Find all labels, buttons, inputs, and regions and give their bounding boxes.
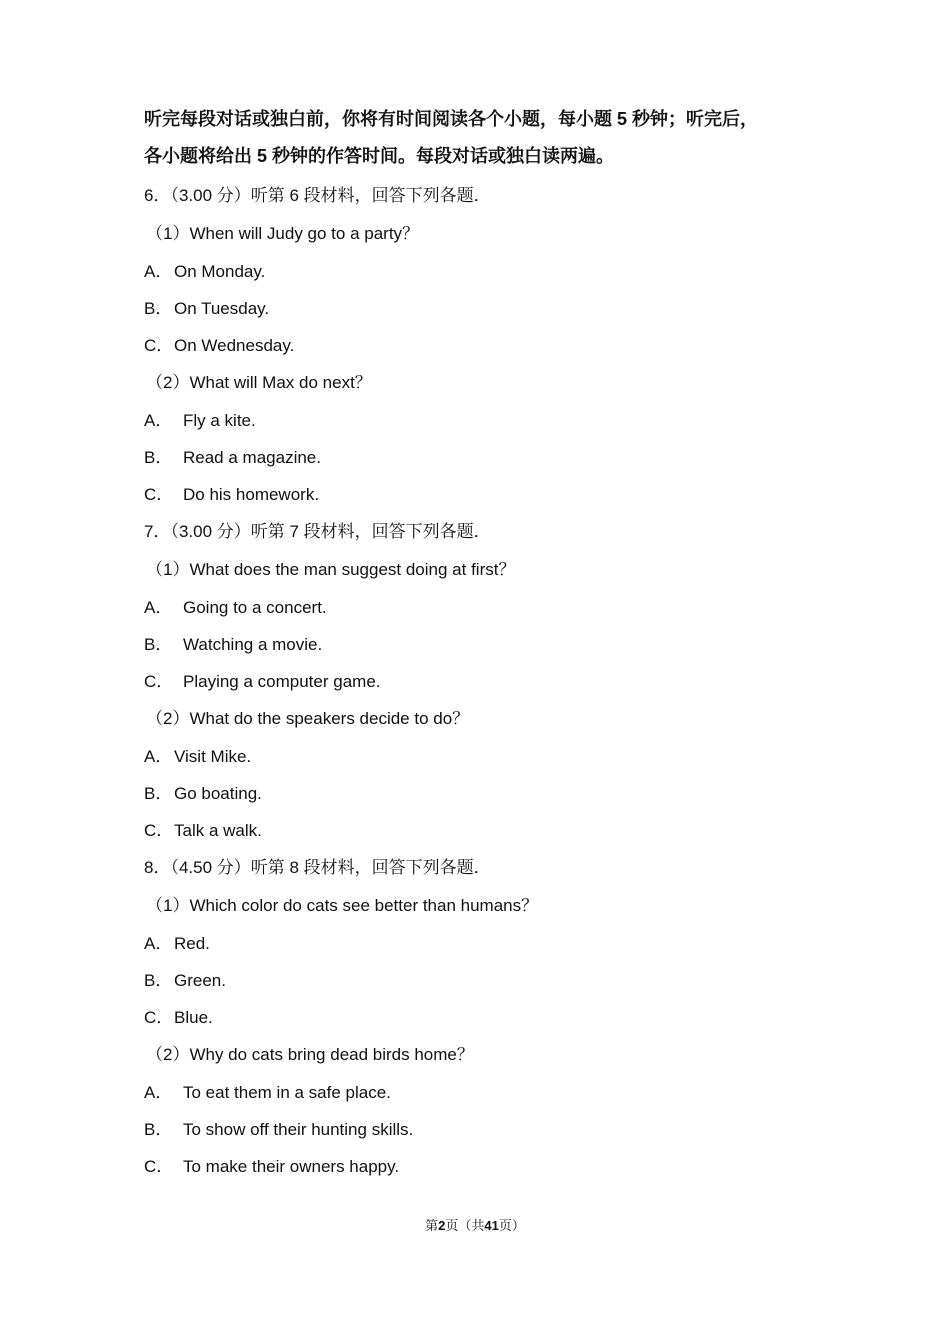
question-7-header: 7．（3.00 分）听第 7 段材料，回答下列各题． — [144, 522, 491, 541]
question-6-header: 6．（3.00 分）听第 6 段材料，回答下列各题． — [144, 186, 491, 205]
question-6-1-stem: （1）When will Judy go to a party？ — [146, 224, 420, 243]
question-8-2-option-c: C． To make their owners happy. — [144, 1157, 400, 1176]
question-6-2-option-b: B． Read a magazine. — [144, 448, 321, 467]
question-8-1-option-b: B．Green. — [144, 971, 226, 990]
question-8-header: 8．（4.50 分）听第 8 段材料，回答下列各题． — [144, 858, 491, 877]
question-8-2-option-a: A． To eat them in a safe place. — [144, 1083, 391, 1102]
question-6-2-option-a: A． Fly a kite. — [144, 411, 256, 430]
question-8-1-stem: （1）Which color do cats see better than humans？ — [146, 896, 539, 915]
question-8-1-option-c: C．Blue. — [144, 1008, 213, 1027]
question-7-2-option-a: A．Visit Mike. — [144, 747, 252, 766]
total-page-count: 41 — [484, 1218, 499, 1233]
question-7-1-option-c: C． Playing a computer game. — [144, 672, 381, 691]
question-7-2-option-c: C．Talk a walk. — [144, 821, 262, 840]
listening-instructions — [144, 101, 824, 175]
question-6-1-option-a: A．On Monday. — [144, 262, 266, 281]
question-6-1-option-c: C．On Wednesday. — [144, 336, 295, 355]
question-8-1-option-a: A．Red. — [144, 934, 210, 953]
question-6-2-option-c: C． Do his homework. — [144, 485, 320, 504]
question-8-2-option-b: B． To show off their hunting skills. — [144, 1120, 414, 1139]
question-7-1-option-b: B． Watching a movie. — [144, 635, 323, 654]
instructions-line-1: 听完每段对话或独白前，你将有时间阅读各个小题，每小题 5 秒钟；听完后， — [144, 109, 759, 129]
question-8-2-stem: （2）Why do cats bring dead birds home？ — [146, 1045, 474, 1064]
question-7-1-stem: （1）What does the man suggest doing at first？ — [146, 560, 516, 579]
current-page-number: 2 — [438, 1218, 446, 1233]
question-6-1-option-b: B．On Tuesday. — [144, 299, 270, 318]
question-7-1-option-a: A． Going to a concert. — [144, 598, 327, 617]
question-7-2-option-b: B．Go boating. — [144, 784, 262, 803]
page-number-footer: 第2页（共41页） — [425, 1218, 525, 1234]
question-7-2-stem: （2）What do the speakers decide to do？ — [146, 709, 470, 728]
instructions-line-2: 各小题将给出 5 秒钟的作答时间。每段对话或独白读两遍。 — [144, 146, 615, 166]
question-6-2-stem: （2）What will Max do next？ — [146, 373, 372, 392]
